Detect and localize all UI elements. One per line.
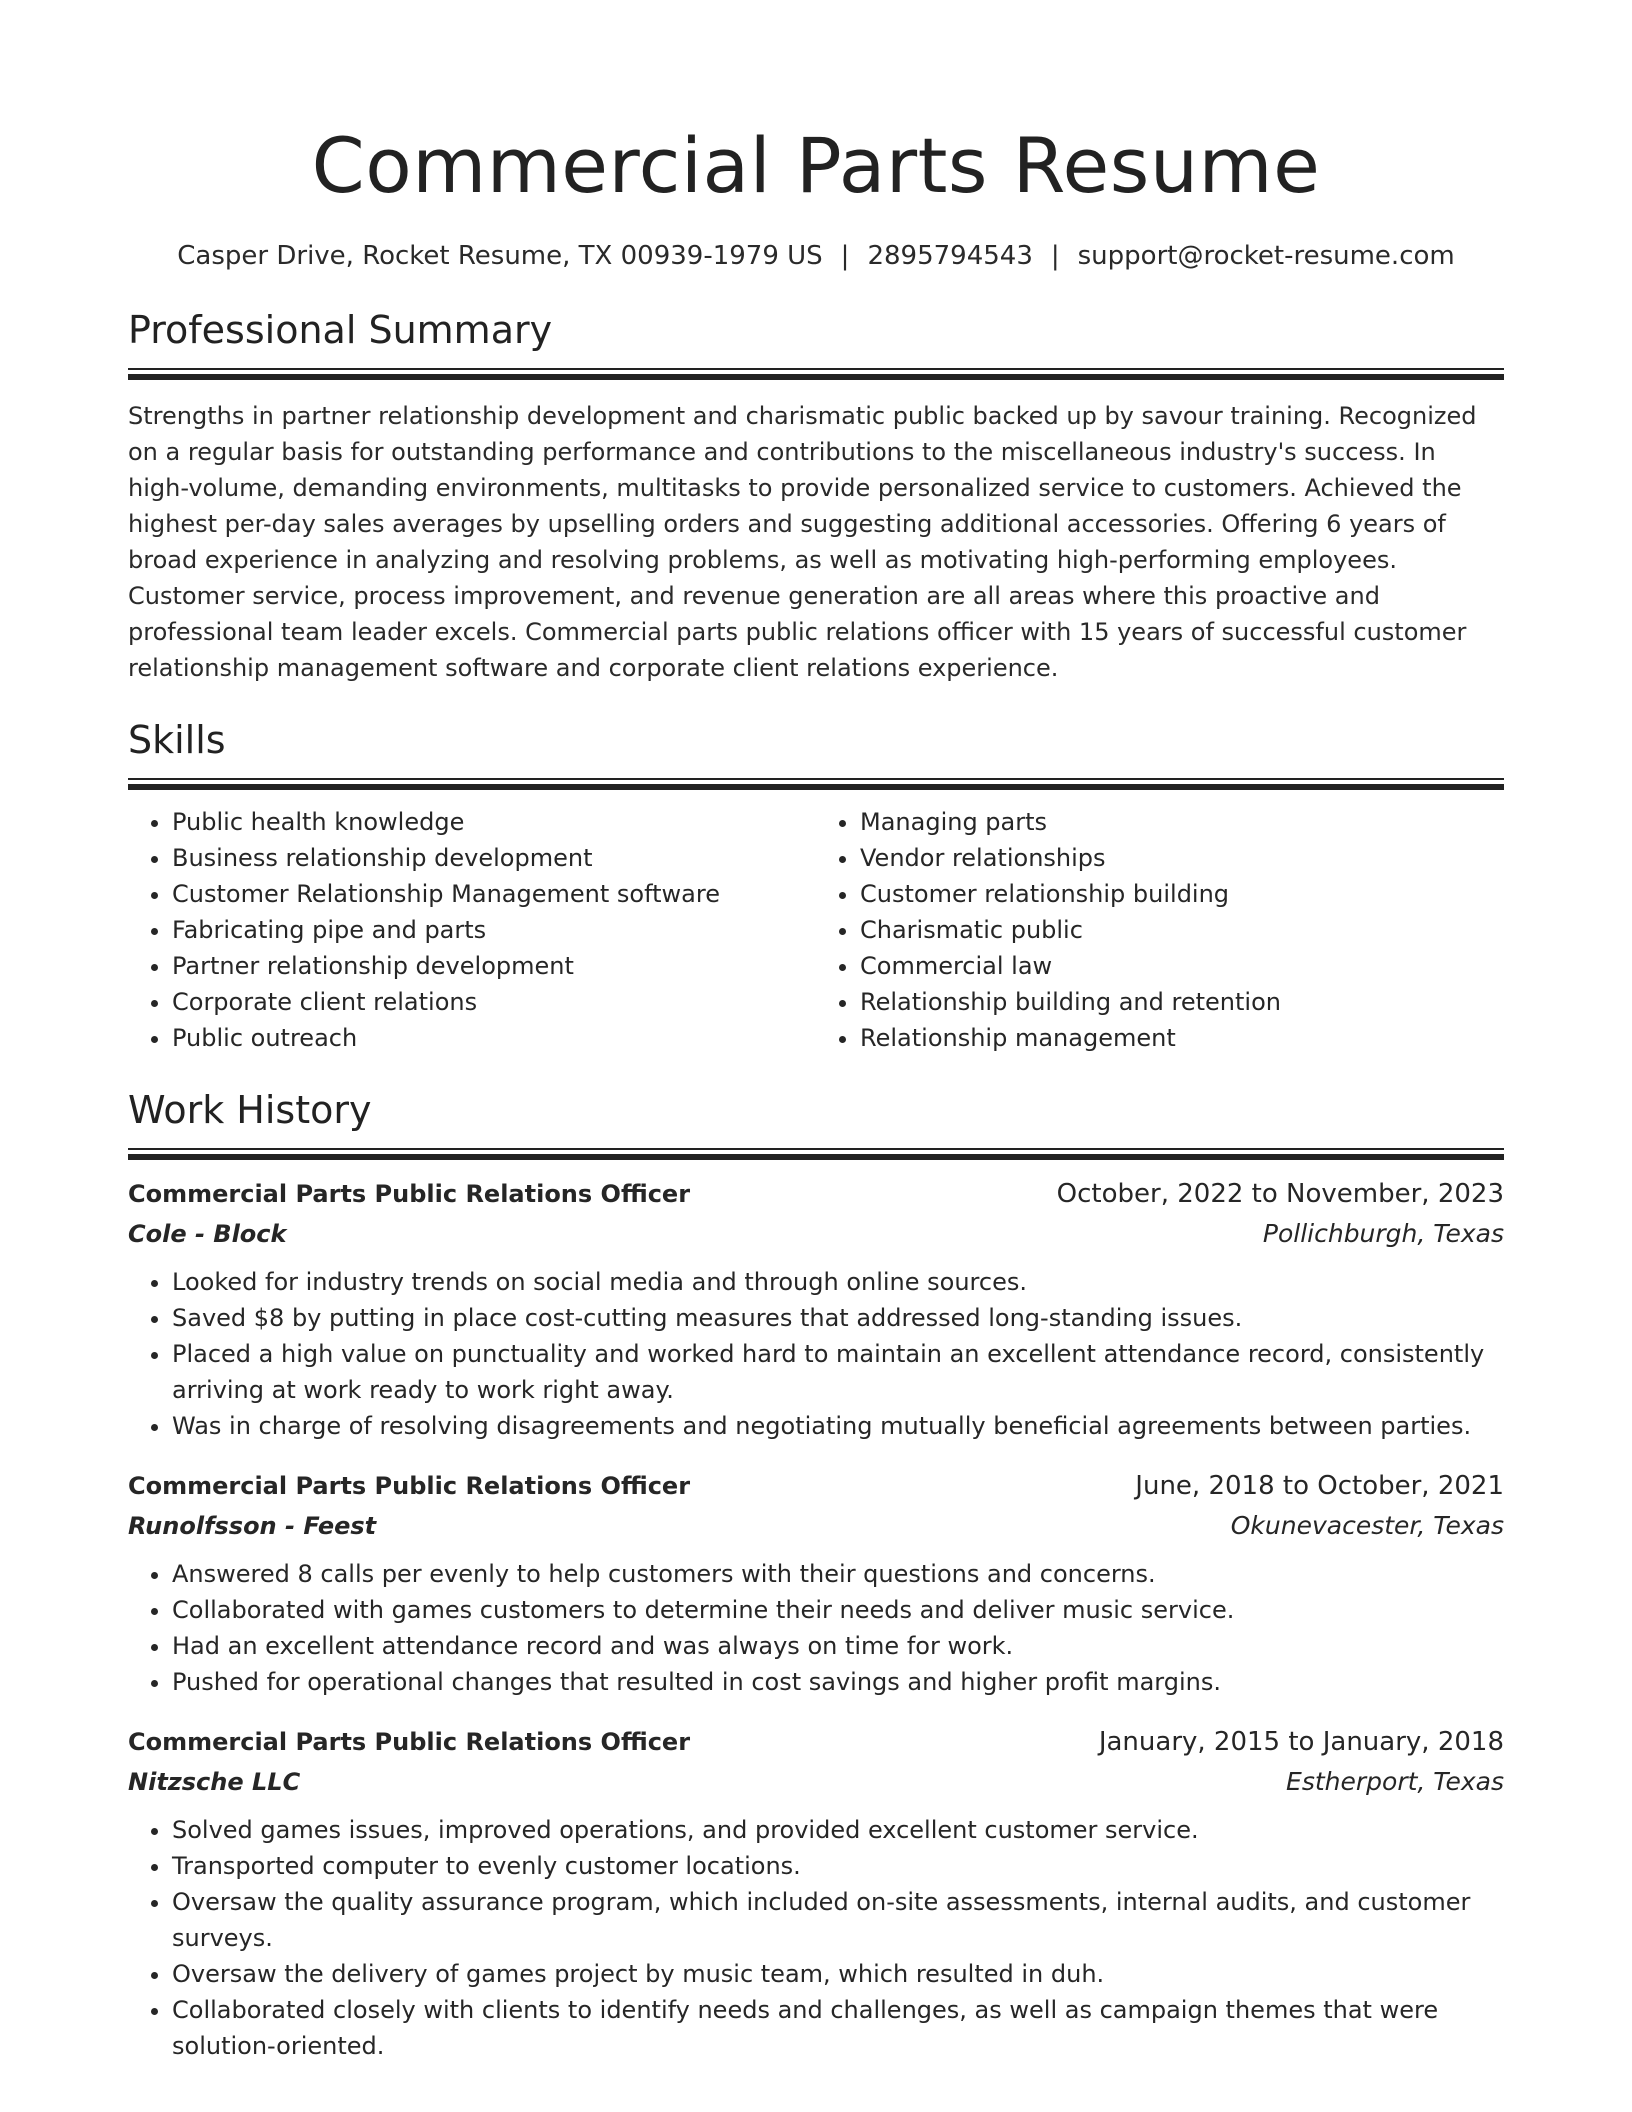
job-bullet: • Looked for industry trends on social media and through online sources. bbox=[172, 1264, 1504, 1300]
job-bullet: • Oversaw the quality assurance program, which included on-site assessments, internal audits, and customer surveys. bbox=[172, 1884, 1504, 1956]
skills-heading: Skills bbox=[128, 718, 226, 762]
job-header-row bbox=[128, 1722, 1504, 1762]
job-title: Commercial Parts Public Relations Officer bbox=[128, 1472, 691, 1500]
skill-item: • Public health knowledge bbox=[172, 804, 816, 840]
job-bullet: • Answered 8 calls per evenly to help customers with their questions and concerns. bbox=[172, 1556, 1504, 1592]
skills-list-right bbox=[816, 804, 1504, 1056]
job-bullet: • Placed a high value on punctuality and worked hard to maintain an excellent attendance record, consistently arriving at work ready to work right away. bbox=[172, 1336, 1504, 1408]
job-location: Pollichburgh, Texas bbox=[1262, 1219, 1504, 1248]
job-location: Estherport, Texas bbox=[1286, 1767, 1504, 1796]
skill-item: • Relationship management bbox=[860, 1020, 1504, 1056]
job-bullet: • Transported computer to evenly customer locations. bbox=[172, 1848, 1504, 1884]
job-entry bbox=[128, 1722, 1504, 2064]
skill-item: • Fabricating pipe and parts bbox=[172, 912, 816, 948]
job-company-row bbox=[128, 1214, 1504, 1254]
job-title: Commercial Parts Public Relations Officer bbox=[128, 1728, 691, 1756]
job-bullet: • Was in charge of resolving disagreements and negotiating mutually beneficial agreements between parties. bbox=[172, 1408, 1504, 1444]
contact-line bbox=[128, 238, 1504, 274]
job-dates: January, 2015 to January, 2018 bbox=[1098, 1727, 1504, 1757]
job-bullet: • Saved $8 by putting in place cost-cutting measures that addressed long-standing issues. bbox=[172, 1300, 1504, 1336]
summary-heading: Professional Summary bbox=[128, 308, 553, 352]
skills-list-left bbox=[128, 804, 816, 1056]
job-dates: October, 2022 to November, 2023 bbox=[1056, 1179, 1504, 1209]
summary-section bbox=[128, 306, 1504, 686]
job-bullets bbox=[128, 1556, 1504, 1700]
skills-section bbox=[128, 716, 1504, 1056]
job-location: Okunevacester, Texas bbox=[1230, 1511, 1504, 1540]
skill-item: • Charismatic public bbox=[860, 912, 1504, 948]
work-history-section bbox=[128, 1086, 1504, 2064]
skill-item: • Customer Relationship Management software bbox=[172, 876, 816, 912]
skill-item: • Commercial law bbox=[860, 948, 1504, 984]
job-bullet: • Pushed for operational changes that resulted in cost savings and higher profit margins. bbox=[172, 1664, 1504, 1700]
job-entry bbox=[128, 1174, 1504, 1444]
job-bullets bbox=[128, 1812, 1504, 2064]
skill-item: • Business relationship development bbox=[172, 840, 816, 876]
skill-item: • Managing parts bbox=[860, 804, 1504, 840]
contact-separator: | bbox=[840, 241, 850, 271]
job-bullets bbox=[128, 1264, 1504, 1444]
job-bullet: • Collaborated closely with clients to identify needs and challenges, as well as campaign themes that were solution-oriented. bbox=[172, 1992, 1504, 2064]
job-title: Commercial Parts Public Relations Officer bbox=[128, 1180, 691, 1208]
skill-item: • Public outreach bbox=[172, 1020, 816, 1056]
summary-text: Strengths in partner relationship development and charismatic public backed up by savour training. Recognized on a regular basis for outstanding performance and contributions to the miscellaneous industry's success. In high-volume, demanding environments, multitasks to provide personalized service to customers. Achieved the highest per-day sales averages by upselling orders and suggesting additional accessories. Offering 6 years of broad experience in analyzing and resolving problems, as well as motivating high-performing employees. Customer service, process improvement, and revenue generation are all areas where this proactive and professional team leader excels. Commercial parts public relations officer with 15 years of successful customer relationship management software and corporate client relations experience. bbox=[128, 402, 1477, 682]
job-bullet: • Solved games issues, improved operations, and provided excellent customer service. bbox=[172, 1812, 1504, 1848]
job-company: Cole - Block bbox=[128, 1220, 287, 1248]
section-divider bbox=[128, 368, 1504, 380]
job-bullet: • Had an excellent attendance record and was always on time for work. bbox=[172, 1628, 1504, 1664]
section-divider bbox=[128, 1148, 1504, 1160]
skill-item: • Customer relationship building bbox=[860, 876, 1504, 912]
skill-item: • Partner relationship development bbox=[172, 948, 816, 984]
contact-phone: 2895794543 bbox=[867, 241, 1033, 271]
job-company-row bbox=[128, 1762, 1504, 1802]
job-company-row bbox=[128, 1506, 1504, 1546]
skill-item: • Relationship building and retention bbox=[860, 984, 1504, 1020]
job-bullet: • Oversaw the delivery of games project by music team, which resulted in duh. bbox=[172, 1956, 1504, 1992]
job-header-row bbox=[128, 1174, 1504, 1214]
skill-item: • Vendor relationships bbox=[860, 840, 1504, 876]
job-entry bbox=[128, 1466, 1504, 1700]
resume-title: Commercial Parts Resume bbox=[311, 121, 1321, 210]
job-company: Runolfsson - Feest bbox=[128, 1512, 377, 1540]
job-header-row bbox=[128, 1466, 1504, 1506]
job-dates: June, 2018 to October, 2021 bbox=[1135, 1471, 1504, 1501]
work-history-heading: Work History bbox=[128, 1088, 372, 1132]
job-bullet: • Collaborated with games customers to determine their needs and deliver music service. bbox=[172, 1592, 1504, 1628]
skills-columns bbox=[128, 804, 1504, 1056]
skill-item: • Corporate client relations bbox=[172, 984, 816, 1020]
contact-address: Casper Drive, Rocket Resume, TX 00939-1979 US bbox=[177, 241, 823, 271]
job-company: Nitzsche LLC bbox=[128, 1768, 301, 1796]
contact-separator: | bbox=[1050, 241, 1060, 271]
section-divider bbox=[128, 778, 1504, 790]
contact-email: support@rocket-resume.com bbox=[1077, 241, 1455, 271]
